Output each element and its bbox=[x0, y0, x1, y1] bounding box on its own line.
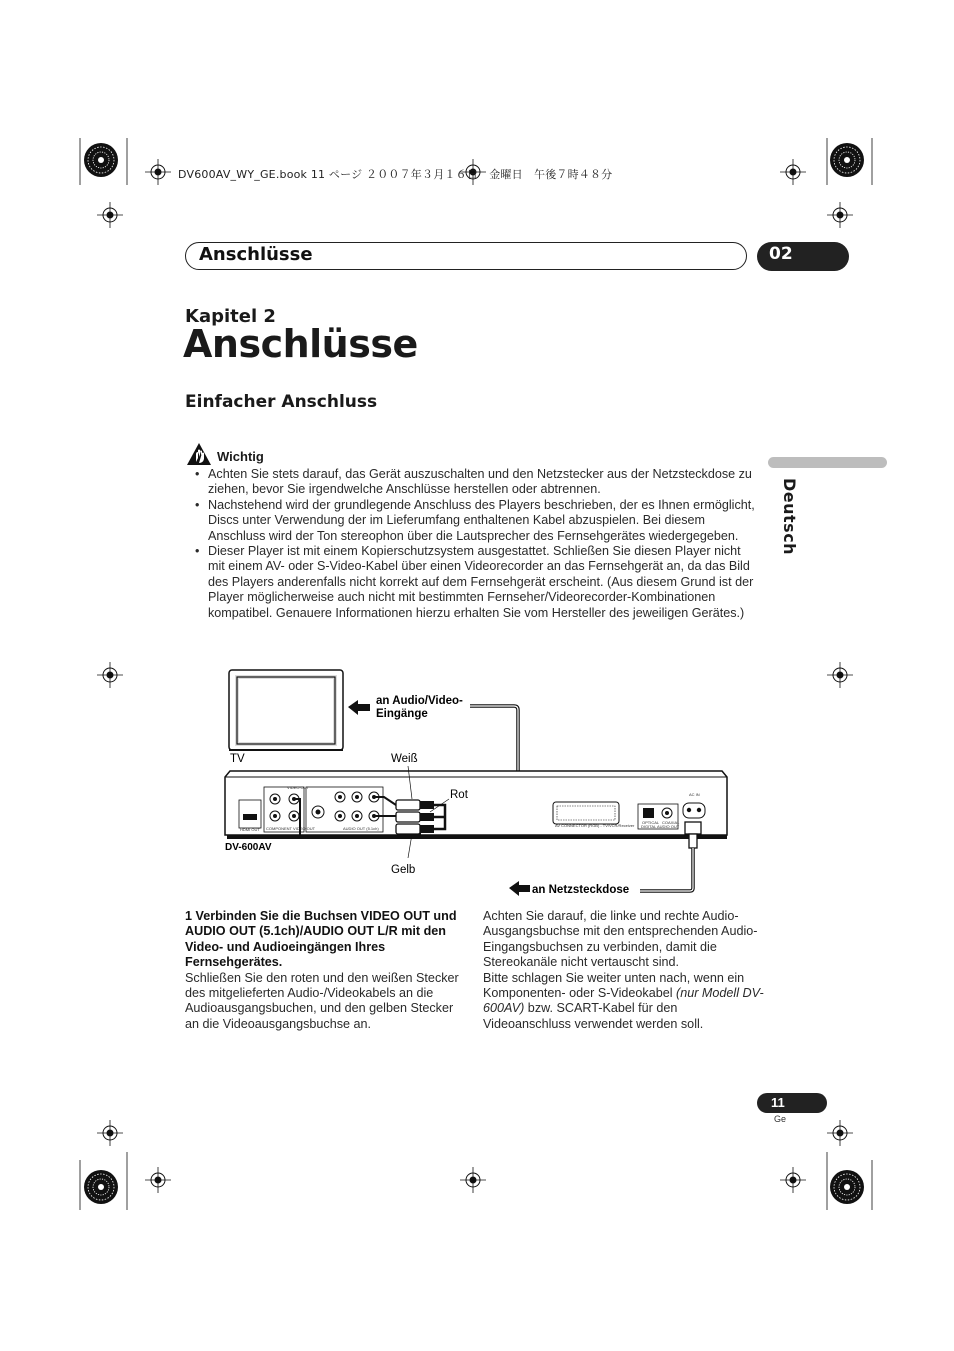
list-item: • Achten Sie stets darauf, das Gerät auszuschalten und den Netzstecker aus der Netzsteckdose zu ziehen, bevor Sie irgendwelche Anschlüsse herstellen oder abtrennen. bbox=[195, 467, 752, 497]
important-heading: Wichtig bbox=[217, 449, 264, 464]
page-language-code: Ge bbox=[774, 1114, 787, 1124]
page-title: Anschlüsse bbox=[183, 322, 418, 366]
yellow-label: Gelb bbox=[391, 864, 416, 876]
registration-mark-bottom-left bbox=[84, 1170, 118, 1204]
step-1 bbox=[185, 909, 470, 1032]
language-label: Deutsch bbox=[780, 478, 799, 556]
arrow-left-icon bbox=[509, 881, 530, 896]
list-item: • Nachstehend wird der grundlegende Anschluss des Players beschrieben, der es Ihnen ermöglicht, Discs unter Verwendung der im Lieferumfang enthaltenen Kabel abzuspielen. Bei diesem Anschluss wird der Ton stereophon über die Lautsprecher des Fernsehgerätes wiedergegeben. bbox=[195, 497, 755, 543]
av-connector-label: AV CONNECTOR (RGB) - TV/VCR/Receiver bbox=[555, 823, 635, 828]
ac-in-label: AC IN bbox=[689, 792, 700, 797]
arrow-left-icon bbox=[348, 700, 370, 715]
hdmi-label: HDMI OUT bbox=[240, 827, 260, 832]
language-tab bbox=[768, 457, 887, 468]
audio-out-label: AUDIO OUT (5.1ch) bbox=[343, 826, 379, 831]
step-heading: 1 Verbinden Sie die Buchsen VIDEO OUT und AUDIO OUT (5.1ch)/AUDIO OUT L/R mit den Video- und Audioeingängen Ihres Fernsehgerätes. bbox=[185, 909, 457, 970]
paragraph: Bitte schlagen Sie weiter unten nach, wenn ein Komponenten- oder S-Videokabel (nur Modell DV-600AV) bzw. SCART-Kabel für den Videoanschluss verwendet werden soll. bbox=[483, 970, 764, 1031]
optical-label: OPTICAL bbox=[642, 820, 660, 825]
chapter-label: Kapitel 2 bbox=[185, 306, 276, 327]
tv-illustration bbox=[229, 670, 343, 750]
coaxial-label: COAXIAL bbox=[662, 820, 680, 825]
registration-mark-bottom-right bbox=[830, 1170, 864, 1204]
digital-audio-label: DIGITAL AUDIO OUT bbox=[641, 824, 680, 829]
video-out-label: VIDEO OUT bbox=[287, 785, 310, 790]
section-title: Einfacher Anschluss bbox=[185, 392, 378, 412]
chapter-number: 02 bbox=[769, 244, 793, 264]
player-label: DV-600AV bbox=[225, 842, 272, 853]
tv-label: TV bbox=[230, 753, 245, 765]
page-number: 11 bbox=[771, 1095, 785, 1110]
av-input-label: an Audio/Video- bbox=[376, 695, 463, 707]
step-body: Schließen Sie den roten und den weißen Stecker des mitgelieferten Audio-/Videokabels an die Audioausgangsbuchen, und den gelben Stecker an die Videoausgangsbuchse an. bbox=[185, 970, 459, 1031]
header-title: Anschlüsse bbox=[199, 244, 313, 265]
registration-mark-top-right bbox=[830, 143, 864, 177]
right-column bbox=[483, 909, 768, 1032]
av-input-label-2: Eingänge bbox=[376, 708, 428, 720]
white-label: Weiß bbox=[391, 753, 418, 765]
registration-mark-top-left bbox=[84, 143, 118, 177]
paragraph: Achten Sie darauf, die linke und rechte Audio-Ausgangsbuchse mit den entsprechenden Audio-Eingangsbuchsen zu verbinden, damit die Stereokanäle nicht vertauscht sind. bbox=[483, 909, 758, 970]
important-list bbox=[192, 467, 758, 621]
file-info: DV600AV_WY_GE.book 11 ページ ２００７年３月１６日 金曜日 午後７時４８分 bbox=[178, 168, 613, 181]
warning-icon bbox=[186, 442, 212, 466]
mains-label: an Netzsteckdose bbox=[532, 884, 630, 896]
component-label: COMPONENT VIDEO OUT bbox=[266, 826, 316, 831]
page-number-badge bbox=[757, 1093, 827, 1113]
list-item: • Dieser Player ist mit einem Kopierschutzsystem ausgestattet. Schließen Sie diesen Player nicht mit einem AV- oder S-Video-Kabel über einen Videorecorder an das Fernsehgerät an, da das Bild des Players anderenfalls nicht korrekt auf dem Fernsehgerät erscheint. (Aus diesem Grund ist der Player möglicherweise auch nicht mit bestimmten Fernseher/Videorecorder-Kombinationen kompatibel. Genauere Informationen hierzu erhalten Sie vom Hersteller des jeweiligen Gerätes.) bbox=[195, 544, 754, 620]
red-label: Rot bbox=[450, 789, 468, 801]
connection-diagram bbox=[220, 665, 730, 905]
